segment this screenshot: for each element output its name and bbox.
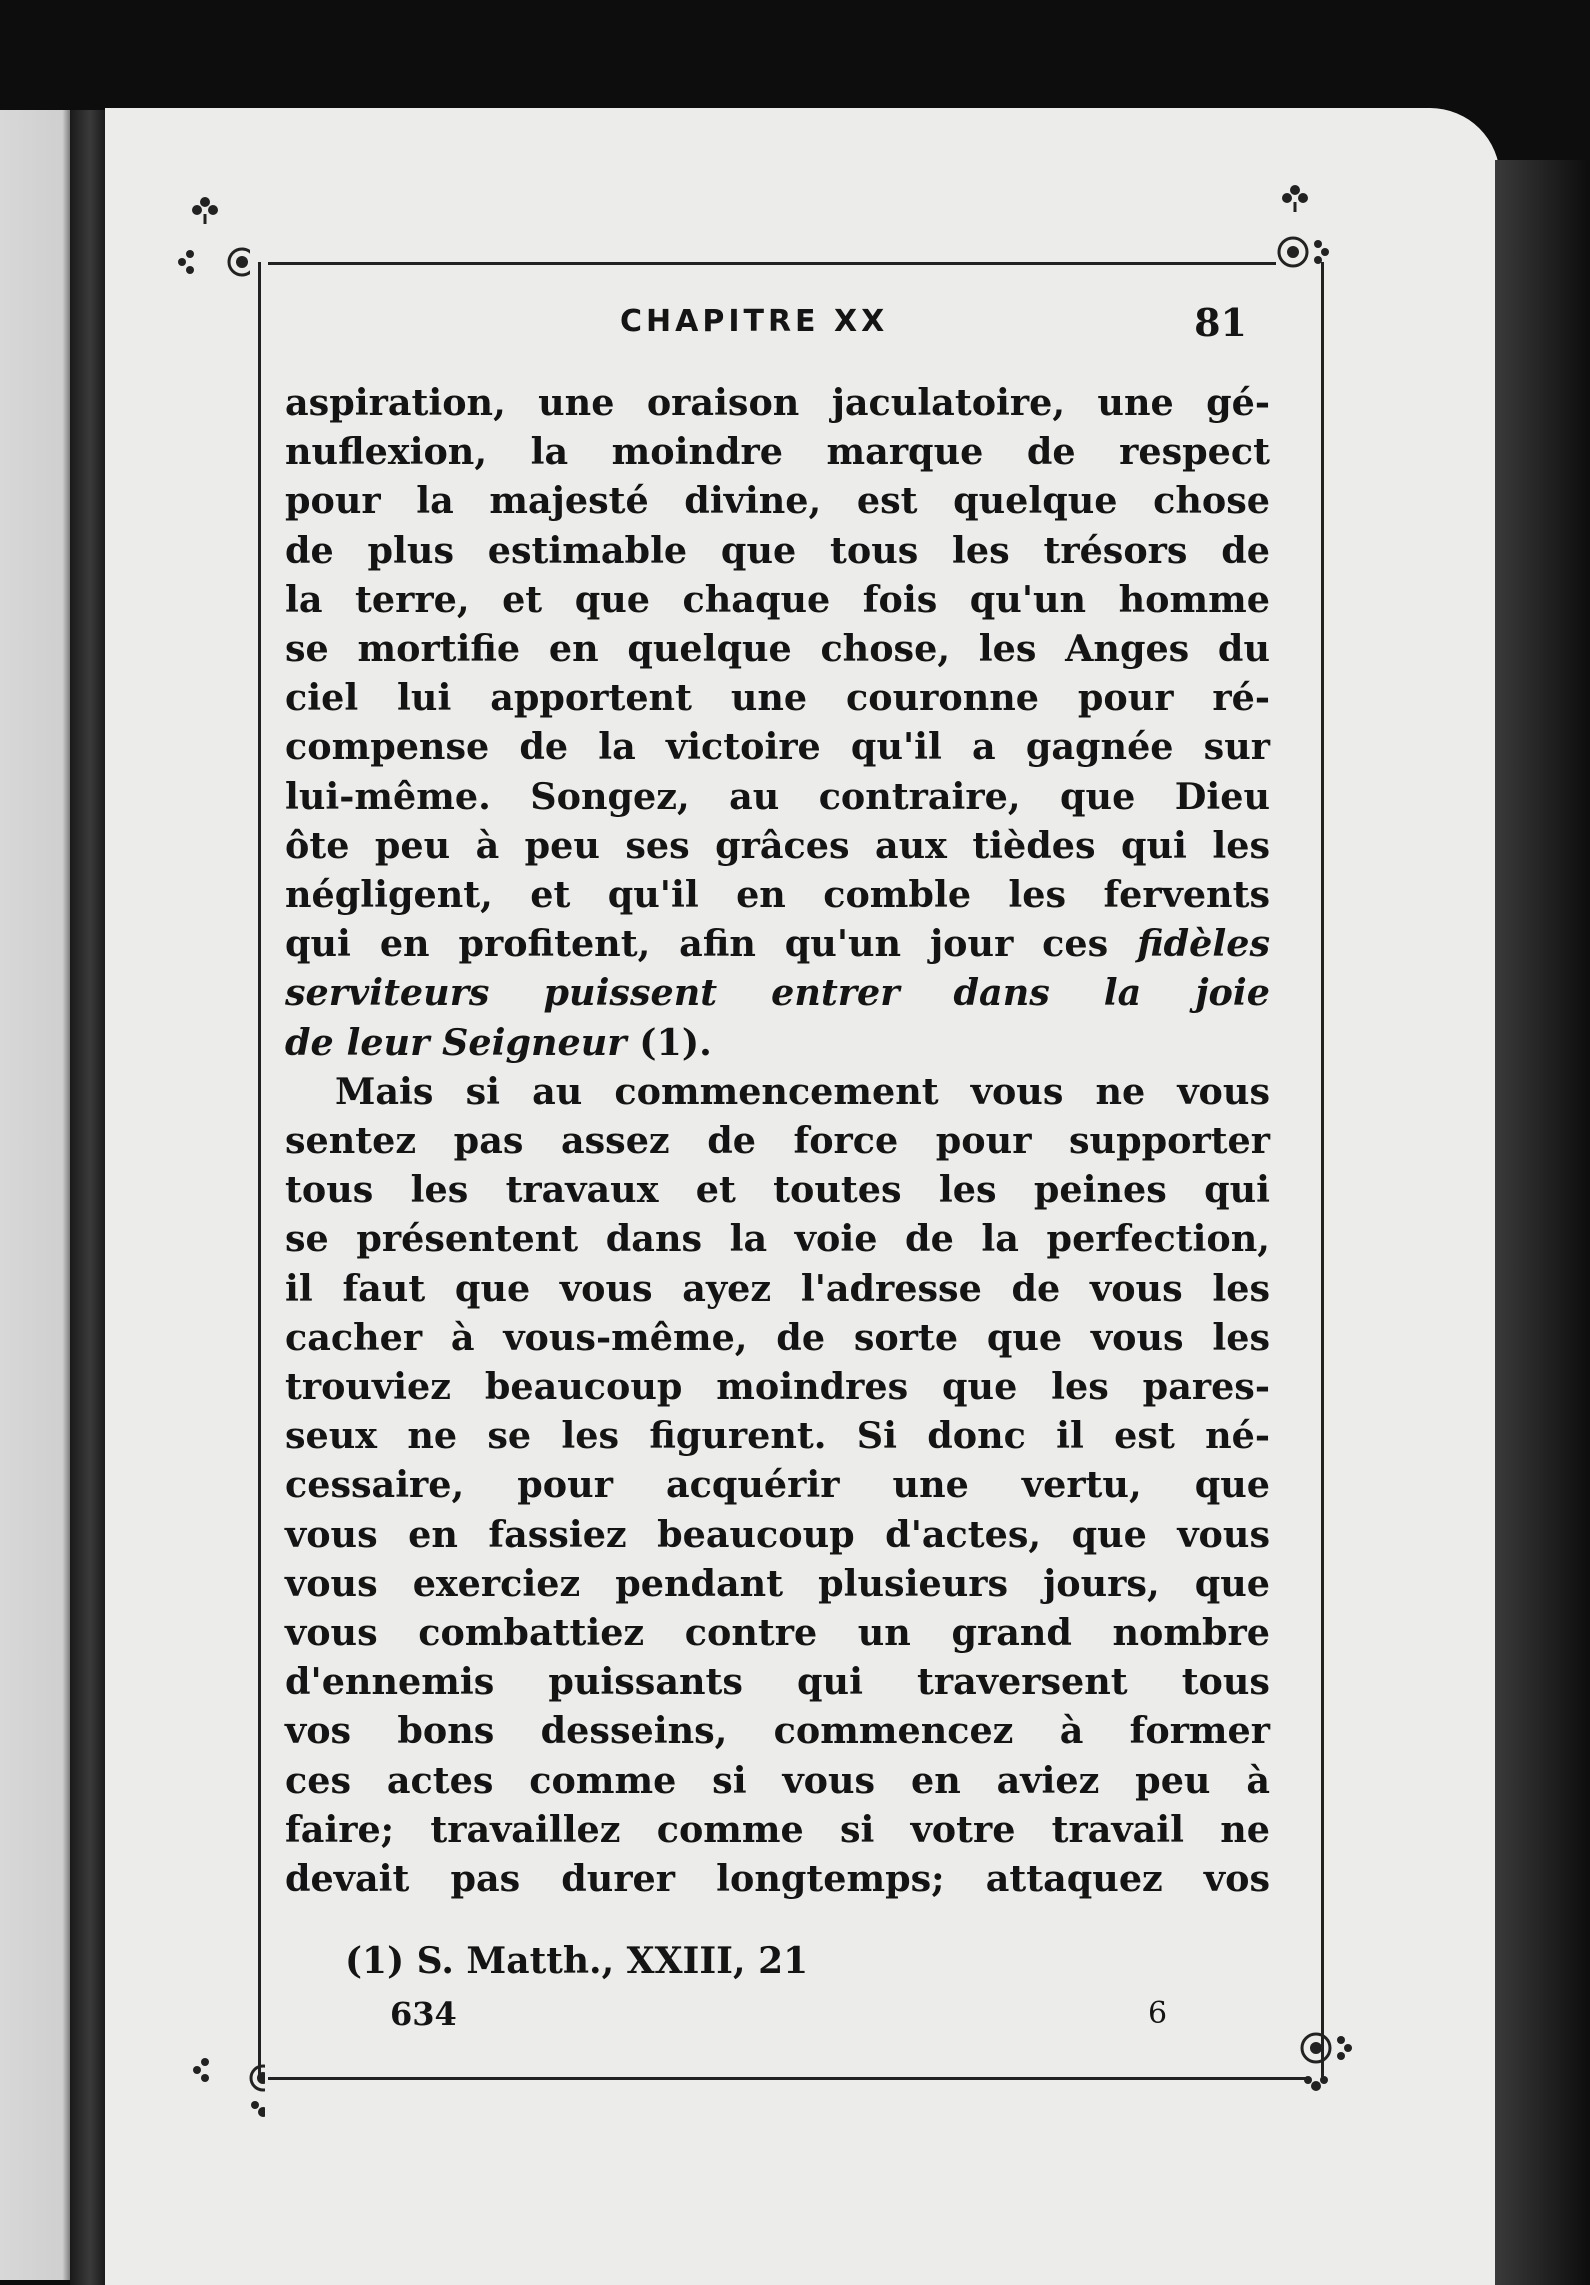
running-header <box>290 300 1255 350</box>
text-segment: qui en profitent, afin qu'un jour ces <box>285 922 1138 966</box>
text-line: compense de la victoire qu'il a gagnée sur <box>285 725 1270 769</box>
text-line: seux ne se les figurent. Si donc il est né- <box>285 1414 1270 1458</box>
corner-ornament-top-right <box>1255 180 1335 270</box>
text-line: vous exerciez pendant plusieurs jours, que <box>285 1561 1270 1605</box>
text-line: devait pas durer longtemps; attaquez vos <box>285 1857 1270 1901</box>
text-line: d'ennemis puissants qui traversent tous <box>285 1660 1270 1704</box>
corner-ornament-bottom-left <box>185 2030 265 2120</box>
text-line: se mortifie en quelque chose, les Anges du <box>285 627 1270 671</box>
frame-bottom-rule <box>268 2077 1308 2080</box>
text-line: vous combattiez contre un grand nombre <box>285 1611 1270 1655</box>
text-line: ôte peu à peu ses grâces aux tièdes qui les <box>285 823 1270 867</box>
text-line: pour la majesté divine, est quelque chose <box>285 479 1270 523</box>
text-line: se présentent dans la voie de la perfection, <box>285 1217 1270 1261</box>
frame-top-rule <box>268 262 1276 265</box>
footnote: (1) S. Matth., XXIII, 21 <box>345 1940 809 1982</box>
text-line: vous en fassiez beaucoup d'actes, que vous <box>285 1512 1270 1556</box>
paragraph-first-line: Mais si au commencement vous ne vous <box>335 1069 1270 1113</box>
italic-quote: de leur Seigneur <box>285 1020 627 1064</box>
text-line: faire; travaillez comme si votre travail ne <box>285 1807 1270 1851</box>
text-line: aspiration, une oraison jaculatoire, une gé- <box>285 381 1270 424</box>
book-gutter <box>70 110 110 2285</box>
facing-page-edge <box>0 110 78 2280</box>
signature-letter: 6 <box>1148 1996 1168 2031</box>
text-line: la terre, et que chaque fois qu'un homme <box>285 577 1270 621</box>
signature-number: 634 <box>390 1995 457 2033</box>
text-line: de plus estimable que tous les trésors de <box>285 528 1270 572</box>
text-line: trouviez beaucoup moindres que les pares- <box>285 1365 1270 1409</box>
italic-quote-line: serviteurs puissent entrer dans la joie <box>285 971 1270 1015</box>
body-text <box>285 378 1270 1903</box>
text-line: ciel lui apportent une couronne pour ré- <box>285 676 1270 720</box>
text-line: lui-même. Songez, au contraire, que Dieu <box>285 774 1270 818</box>
text-line: nuflexion, la moindre marque de respect <box>285 430 1270 474</box>
text-line: négligent, et qu'il en comble les fervents <box>285 873 1270 917</box>
text-line: il faut que vous ayez l'adresse de vous les <box>285 1266 1270 1310</box>
text-line: cacher à vous-même, de sorte que vous les <box>285 1315 1270 1359</box>
text-line: sentez pas assez de force pour supporter <box>285 1119 1270 1163</box>
chapter-title: CHAPITRE XX <box>620 304 889 339</box>
corner-ornament-bottom-right <box>1280 2010 1360 2100</box>
page-shadow <box>1495 160 1590 2285</box>
text-line: vos bons desseins, commencez à former <box>285 1709 1270 1753</box>
text-line <box>285 1018 1270 1067</box>
corner-ornament-top-left <box>170 190 250 280</box>
text-line: ces actes comme si vous en aviez peu à <box>285 1758 1270 1802</box>
italic-quote: fidèles <box>1137 922 1270 966</box>
text-line: cessaire, pour acquérir une vertu, que <box>285 1463 1270 1507</box>
text-line: tous les travaux et toutes les peines qui <box>285 1168 1270 1212</box>
page-number: 81 <box>1194 300 1247 345</box>
footnote-reference: (1). <box>626 1020 712 1064</box>
text-line <box>285 919 1270 968</box>
